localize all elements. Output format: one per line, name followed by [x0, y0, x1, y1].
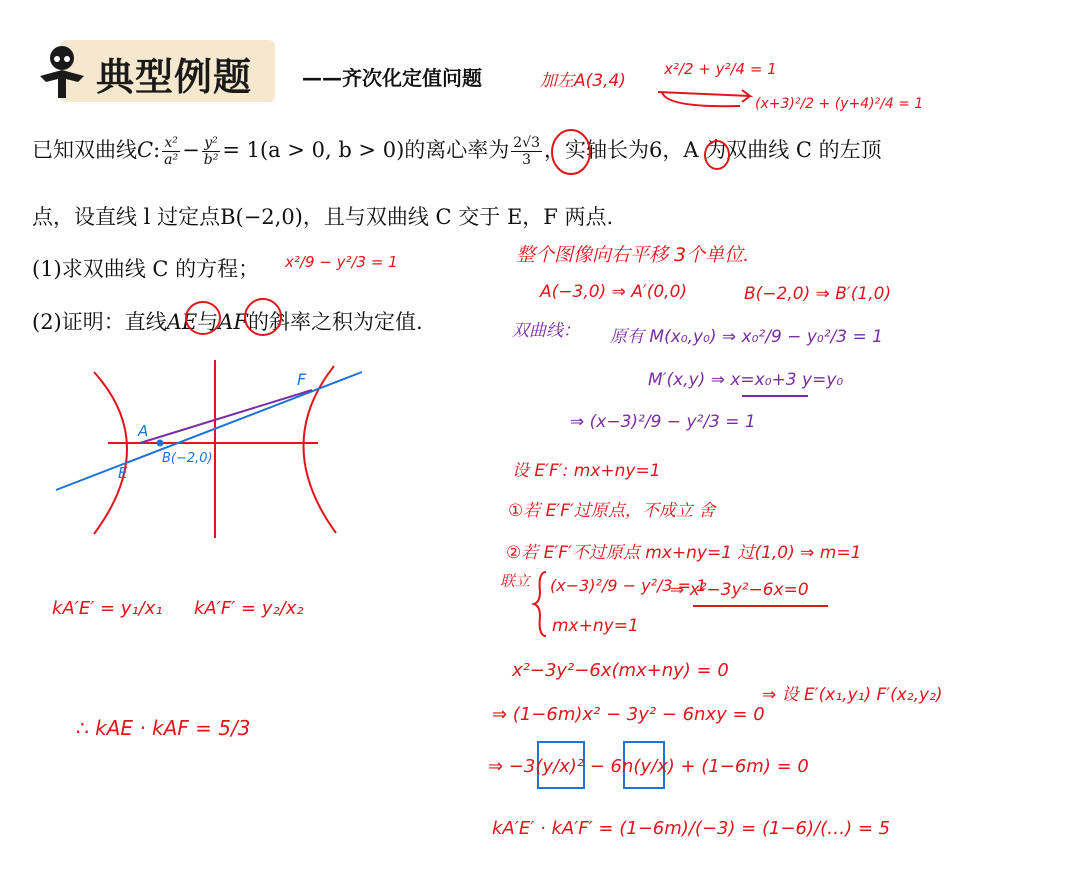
curve-name: C: [137, 138, 154, 162]
note-sys-2: mx+ny=1: [552, 616, 639, 636]
note-q1-answer: x²/9 − y²/3 = 1: [285, 253, 398, 271]
frac-num: x²: [164, 135, 178, 151]
note-case-1: ①若 E′F′过原点，不成立 舍: [508, 501, 716, 521]
frac-num: 2√3: [513, 135, 541, 151]
note-system-label: 联立: [500, 572, 531, 590]
label-b: B(−2,0): [162, 451, 213, 466]
note-new-eq: ⇒ (x−3)²/9 − y²/3 = 1: [570, 412, 756, 432]
question-1: (1)求双曲线 C 的方程；: [32, 257, 260, 281]
note-sys-1: (x−3)²/9 − y²/3 = 1: [550, 576, 707, 595]
axis-circle: [705, 141, 729, 169]
note-translate: 整个图像向右平移 3个单位.: [516, 244, 750, 266]
problem-line-1: 已知双曲线C: $\frac{\text{x²}}{\text{a²}}$ − $\frac{\text{y²}}{\text{b²}}$ = 1(a > 0, b > 0)的离心率为 $\frac{2√3}{3}$ ，实轴长为6，A 为双曲线 C 的左顶: [32, 135, 882, 168]
label-e: E: [118, 464, 128, 482]
problem-line-2: 点，设直线 l 过定点B(−2,0)，且与双曲线 C 交于 E，F 两点.: [32, 205, 614, 229]
label-f: F: [297, 370, 307, 389]
ecc-circle: [552, 130, 590, 174]
problem-text: (2)证明：直线: [32, 310, 167, 334]
note-case-2: ②若 E′F′不过原点 mx+ny=1 过(1,0) ⇒ m=1: [506, 543, 862, 563]
frac-den: b²: [203, 152, 219, 168]
problem-text: 已知双曲线: [32, 138, 137, 162]
label-a: A: [138, 422, 149, 440]
header-subtitle: ——齐次化定值问题: [302, 66, 482, 90]
problem-text: 与: [197, 310, 219, 334]
note-k-af: kA′F′ = y₂/x₂: [194, 598, 304, 619]
frac-den: a²: [164, 152, 179, 168]
line-ae: AE: [166, 310, 198, 334]
header-title: 典型例题: [96, 55, 253, 99]
brace: [534, 572, 546, 636]
axis-length: 6: [649, 138, 663, 162]
note-shift-a: 加左A(3,4): [540, 71, 626, 91]
line-l: [56, 372, 362, 490]
left-branch: [94, 372, 127, 534]
note-k-ae: kA′E′ = y₁/x₁: [52, 598, 163, 619]
segment-af: [140, 390, 312, 443]
hyperbola-figure: [56, 360, 362, 538]
problem-text: 的斜率之积为定值.: [248, 310, 423, 334]
problem-text: ，实轴长为: [544, 138, 650, 162]
ae-circle: [186, 302, 220, 334]
note-a-map: A(−3,0) ⇒ A′(0,0): [540, 282, 688, 302]
note-top-eq: x²/2 + y²/4 = 1: [664, 60, 777, 78]
note-new: M′(x,y) ⇒ x=x₀+3 y=y₀: [648, 370, 844, 390]
note-sys-result: ⇒ x²−3y²−6x=0: [670, 580, 809, 600]
note-set-line: 设 E′F′: mx+ny=1: [512, 461, 661, 481]
note-set-points: ⇒ 设 E′(x₁,y₁) F′(x₂,y₂): [762, 685, 943, 705]
note-orig: 原有 M(x₀,y₀) ⇒ x₀²/9 − y₀²/3 = 1: [610, 327, 883, 347]
af-circle: [245, 299, 281, 335]
note-hyper-label: 双曲线：: [512, 321, 580, 341]
note-conclusion: ∴ kAE · kAF = 5/3: [76, 716, 251, 740]
note-top-eq2: (x+3)²/2 + (y+4)²/4 = 1: [755, 96, 924, 112]
colon: :: [153, 138, 161, 162]
equation-tail: = 1(a > 0, b > 0)的离心率为: [222, 138, 510, 162]
line-af: AF: [218, 310, 248, 334]
point-b: [157, 440, 164, 447]
note-expand: ⇒ (1−6m)x² − 3y² − 6nxy = 0: [492, 704, 765, 725]
problem-text: ，A 为双曲线 C 的左顶: [662, 138, 882, 162]
frac-den: 3: [522, 152, 532, 168]
note-final: kA′E′ · kA′F′ = (1−6m)/(−3) = (1−6)/(…) = 5: [492, 818, 891, 839]
frac-num: y²: [204, 135, 218, 151]
note-ratio: ⇒ −3(y/x)² − 6n(y/x) + (1−6m) = 0: [488, 756, 809, 777]
note-b-map: B(−2,0) ⇒ B′(1,0): [744, 284, 892, 304]
note-homogenize: x²−3y²−6x(mx+ny) = 0: [512, 660, 729, 681]
